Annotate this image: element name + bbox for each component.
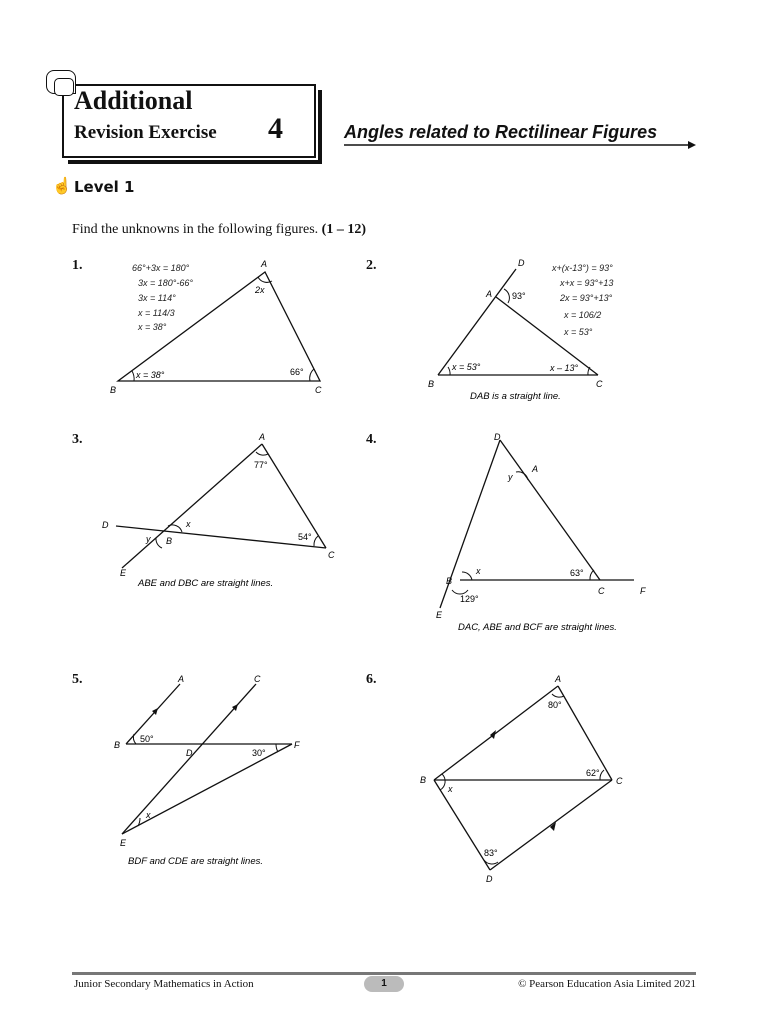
q2-label-b: B: [428, 379, 435, 389]
q6-label-a: A: [555, 674, 562, 684]
page-number: 1: [364, 976, 404, 992]
topic-title: Angles related to Rectilinear Figures: [344, 122, 658, 142]
figure-q4: [424, 428, 664, 638]
question-number-4: 4.: [366, 432, 377, 447]
q4-label-d: D: [494, 432, 501, 442]
q3-label-e: E: [120, 568, 127, 578]
q1-handwriting-2: 3x = 180°-66°: [138, 278, 193, 288]
figure-q2: [420, 255, 680, 405]
instruction-range: (1 – 12): [321, 222, 366, 237]
q6-label-c: C: [616, 776, 623, 786]
q6-angle-a: 80°: [548, 700, 562, 710]
q5-label-e: E: [120, 838, 127, 848]
figure-q1: [100, 255, 340, 400]
level-heading: Level 1: [74, 178, 135, 196]
q2-handwriting-5: x = 53°: [564, 327, 593, 337]
footer-book-title: Junior Secondary Mathematics in Action: [74, 978, 254, 990]
q4-label-c: C: [598, 586, 605, 596]
q1-label-a: A: [261, 259, 268, 269]
q4-label-e: E: [436, 610, 443, 620]
q4-angle-b: 129°: [460, 594, 479, 604]
q1-label-c: C: [315, 385, 322, 395]
q6-angle-c: 62°: [586, 768, 600, 778]
header-title: Additional: [74, 86, 193, 115]
q2-handwriting-2: x+x = 93°+13: [560, 278, 614, 288]
header-tab-decoration-inner: [54, 78, 74, 96]
question-number-5: 5.: [72, 672, 83, 687]
q3-x: x: [186, 519, 191, 529]
q6-angle-d: 83°: [484, 848, 498, 858]
q1-angle-c: 66°: [290, 367, 304, 377]
q4-y: y: [508, 472, 513, 482]
header-subtitle: Revision Exercise: [74, 122, 217, 143]
q2-handwriting-1: x+(x-13°) = 93°: [552, 263, 613, 273]
q2-caption: DAB is a straight line.: [470, 391, 561, 402]
q3-y: y: [146, 534, 151, 544]
q6-x: x: [448, 784, 453, 794]
q5-x: x: [146, 810, 151, 820]
q1-label-b: B: [110, 385, 117, 395]
q1-angle-b: x = 38°: [136, 370, 165, 380]
q5-label-f: F: [294, 740, 300, 750]
q5-label-c: C: [254, 674, 261, 684]
q6-label-d: D: [486, 874, 493, 884]
figure-q5: [100, 668, 320, 868]
q4-label-f: F: [640, 586, 646, 596]
header-number: 4: [268, 112, 283, 145]
q3-angle-a: 77°: [254, 460, 268, 470]
q5-caption: BDF and CDE are straight lines.: [128, 856, 263, 867]
q2-label-c: C: [596, 379, 603, 389]
question-number-1: 1.: [72, 258, 83, 273]
q3-label-b: B: [166, 536, 173, 546]
q4-angle-c: 63°: [570, 568, 584, 578]
q1-handwriting-4: x = 114/3: [138, 308, 175, 318]
question-number-3: 3.: [72, 432, 83, 447]
q3-caption: ABE and DBC are straight lines.: [138, 578, 274, 589]
q6-label-b: B: [420, 775, 427, 785]
question-number-6: 6.: [366, 672, 377, 687]
q5-label-a: A: [178, 674, 185, 684]
q1-handwriting-3: 3x = 114°: [138, 293, 176, 303]
q3-label-a: A: [259, 432, 266, 442]
q4-caption: DAC, ABE and BCF are straight lines.: [458, 622, 617, 633]
q2-angle-b: x = 53°: [452, 362, 481, 372]
question-number-2: 2.: [366, 258, 377, 273]
q5-angle-f: 30°: [252, 748, 266, 758]
pointing-hand-icon: ☝: [52, 178, 72, 195]
q1-angle-a: 2x: [255, 285, 265, 295]
topic-arrow: [342, 140, 698, 152]
figure-q3: [96, 428, 346, 598]
q1-handwriting-1: 66°+3x = 180°: [132, 263, 190, 273]
footer-divider: [72, 972, 696, 975]
q2-handwriting-4: x = 106/2: [564, 310, 602, 320]
q3-angle-c: 54°: [298, 532, 312, 542]
q3-label-d: D: [102, 520, 109, 530]
instruction-text: Find the unknowns in the following figures.: [72, 222, 319, 237]
q2-label-a: A: [486, 289, 493, 299]
q2-angle-a: 93°: [512, 291, 526, 301]
q5-angle-b: 50°: [140, 734, 154, 744]
q4-label-a: A: [532, 464, 539, 474]
q2-angle-c: x – 13°: [550, 363, 579, 373]
q2-label-d: D: [518, 258, 525, 268]
instruction: [72, 222, 366, 238]
figure-q6: [414, 668, 634, 890]
q4-x: x: [476, 566, 481, 576]
footer-copyright: © Pearson Education Asia Limited 2021: [518, 978, 696, 990]
q5-label-b: B: [114, 740, 121, 750]
q3-label-c: C: [328, 550, 335, 560]
q4-label-b: B: [446, 576, 453, 586]
q2-handwriting-3: 2x = 93°+13°: [560, 293, 613, 303]
q5-label-d: D: [186, 748, 193, 758]
q1-handwriting-5: x = 38°: [138, 322, 167, 332]
